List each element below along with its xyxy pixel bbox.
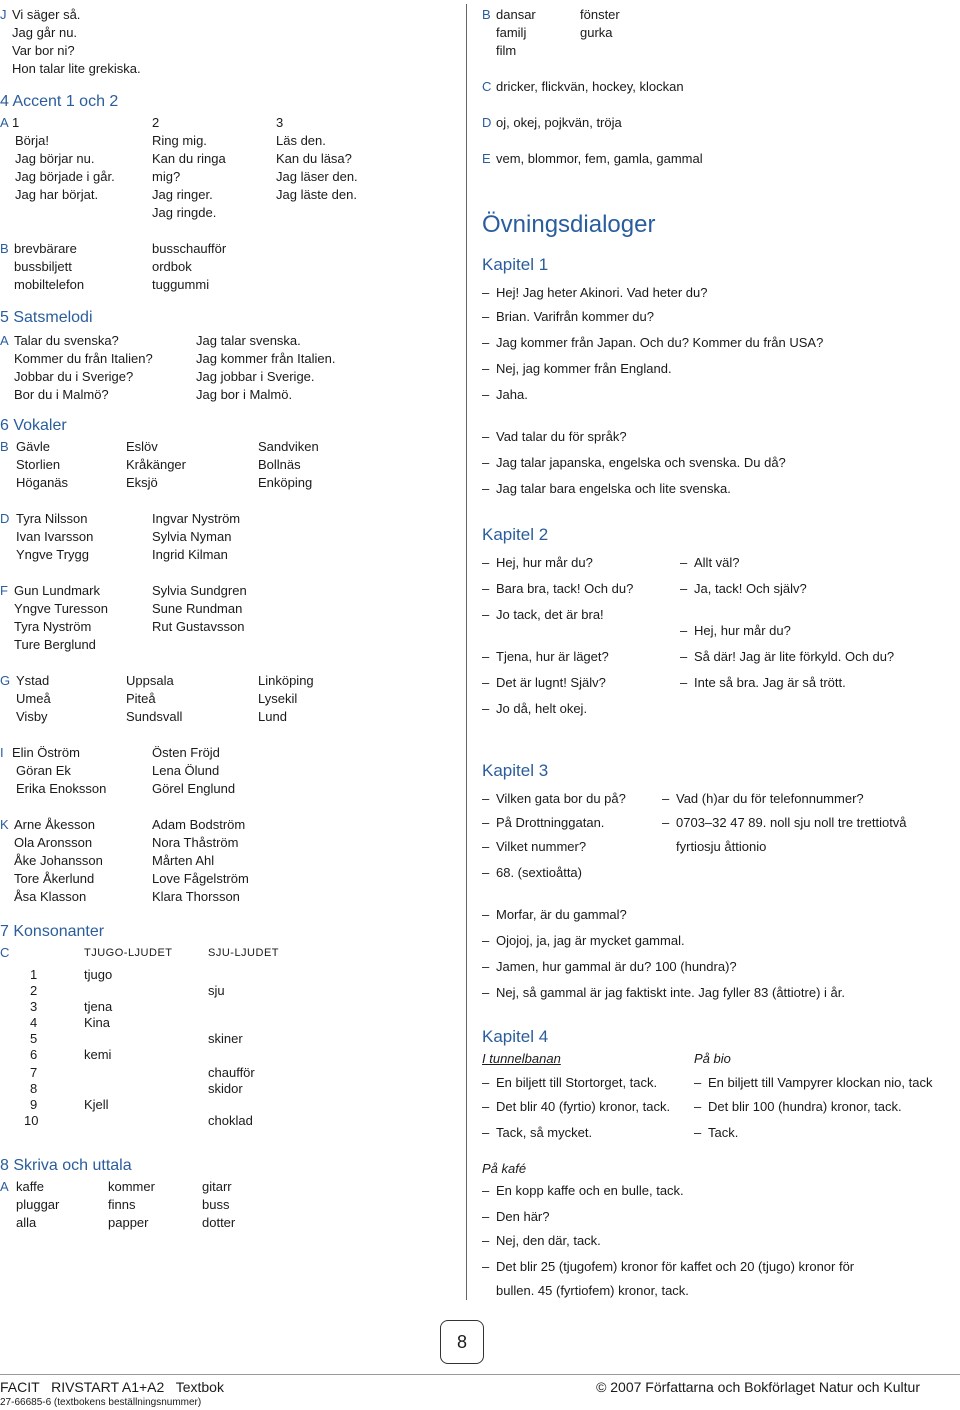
dialogue-dash: – <box>482 361 490 376</box>
dialogue-dash: – <box>694 1075 702 1090</box>
col-number: 3 <box>276 115 284 130</box>
dialogue-line: Vad talar du för språk? <box>496 429 627 444</box>
dialogue-line: Vad (h)ar du för telefonnummer? <box>676 791 864 806</box>
dialogue-dash: – <box>482 701 490 716</box>
satsmelodi-questions <box>14 332 153 404</box>
line: Åsa Klasson <box>14 889 87 904</box>
line: Tore Åkerlund <box>14 871 95 886</box>
dialogue-line: Jo tack, det är bra! <box>496 607 604 622</box>
line: Ring mig. <box>152 133 207 148</box>
row-number: 2 <box>30 983 38 998</box>
skriva-col-1 <box>16 1178 59 1232</box>
line: Sandviken <box>258 439 319 454</box>
tjugo-word: tjena <box>84 999 113 1014</box>
dialogue-line: Den här? <box>496 1209 550 1224</box>
column-divider <box>466 4 467 1300</box>
line: alla <box>16 1215 37 1230</box>
vokaler-b-col-2 <box>126 438 186 492</box>
chapter-title-1: Kapitel 1 <box>482 255 549 274</box>
dialogue-line: En biljett till Stortorget, tack. <box>496 1075 658 1090</box>
footer-left: FACIT RIVSTART A1+A2 Textbok <box>0 1379 224 1395</box>
line: Bor du i Malmö? <box>14 387 109 402</box>
subheading-bio: På bio <box>694 1051 731 1066</box>
line: Läs den. <box>276 133 326 148</box>
tjugo-word: kemi <box>84 1047 112 1062</box>
dialogue-dash: – <box>694 1125 702 1140</box>
line: Gävle <box>16 439 50 454</box>
chapter-title-4: Kapitel 4 <box>482 1027 549 1046</box>
dialogue-dash: – <box>482 1183 490 1198</box>
subheading-tunnelbanan: I tunnelbanan <box>482 1051 561 1066</box>
line: Kan du ringa <box>152 151 226 166</box>
line: Tyra Nilsson <box>16 511 88 526</box>
line: Jag ringer. <box>152 187 213 202</box>
accent-col-3 <box>276 114 358 204</box>
dialogue-line: Tjena, hur är läget? <box>496 649 609 664</box>
footer-rule <box>0 1374 960 1375</box>
dialogue-line: fyrtiosju åttionio <box>676 839 767 854</box>
line: kaffe <box>16 1179 44 1194</box>
sju-word: skidor <box>208 1081 243 1096</box>
dialogue-dash: – <box>680 649 688 664</box>
line: Jag har börjat. <box>15 187 99 202</box>
row-number: 9 <box>30 1097 38 1112</box>
exercise-letter-a: A <box>0 333 9 348</box>
dialogue-dash: – <box>694 1099 702 1114</box>
dialogue-line: Det blir 40 (fyrtio) kronor, tack. <box>496 1099 671 1114</box>
accent-b-col-2 <box>152 240 226 294</box>
line: Sylvia Sundgren <box>152 583 247 598</box>
vokaler-f-col-1 <box>14 582 108 654</box>
vokaler-g-col-2 <box>126 672 182 726</box>
line: Ingrid Kilman <box>152 547 228 562</box>
dialogue-dash: – <box>482 815 490 830</box>
dialogue-dash: – <box>482 791 490 806</box>
right-e-text: vem, blommor, fem, gamla, gammal <box>496 151 703 166</box>
dialogue-line: Hej, hur mår du? <box>496 555 593 570</box>
line: Östen Fröjd <box>152 745 220 760</box>
dialogue-dash: – <box>680 623 688 638</box>
vokaler-i-col-1 <box>12 744 106 798</box>
line: Jag läser den. <box>276 169 358 184</box>
line: Jag började i går. <box>15 169 115 184</box>
line: Åke Johansson <box>14 853 103 868</box>
line: Mårten Ahl <box>152 853 215 868</box>
dialogue-dash: – <box>482 1259 490 1274</box>
row-number: 3 <box>30 999 38 1014</box>
dialogue-line: Jamen, hur gammal är du? 100 (hundra)? <box>496 959 737 974</box>
line: fönster <box>580 7 620 22</box>
dialogue-line: Jo då, helt okej. <box>496 701 588 716</box>
line: Göran Ek <box>16 763 71 778</box>
skriva-col-3 <box>202 1178 235 1232</box>
dialogue-dash: – <box>482 1209 490 1224</box>
line: Sylvia Nyman <box>152 529 232 544</box>
dialogue-dash: – <box>482 649 490 664</box>
dialogue-line: Allt väl? <box>694 555 740 570</box>
footer-isbn: 27-66685-6 (textbokens beställningsnummer) <box>0 1397 202 1408</box>
dialogue-line: Morfar, är du gammal? <box>496 907 627 922</box>
line: buss <box>202 1197 230 1212</box>
line: Kommer du från Italien? <box>14 351 153 366</box>
line: Arne Åkesson <box>14 817 95 832</box>
page-title-ovningsdialoger: Övningsdialoger <box>482 211 656 238</box>
exercise-letter-c: C <box>482 79 492 94</box>
dialogue-dash: – <box>482 429 490 444</box>
line: Umeå <box>16 691 51 706</box>
dialogue-line: På Drottninggatan. <box>496 815 605 830</box>
line: Börja! <box>15 133 49 148</box>
line: Jag går nu. <box>12 25 78 40</box>
vokaler-b-col-3 <box>258 438 319 492</box>
dialogue-dash: – <box>482 959 490 974</box>
line: Bollnäs <box>258 457 301 472</box>
column-header-sju: SJU-LJUDET <box>208 947 280 959</box>
dialogue-line: Hej! Jag heter Akinori. Vad heter du? <box>496 285 708 300</box>
dialogue-line: Tack. <box>708 1125 739 1140</box>
line: kommer <box>108 1179 155 1194</box>
line: Vi säger så. <box>12 7 81 22</box>
line: Erika Enoksson <box>16 781 107 796</box>
line: Ola Aronsson <box>14 835 93 850</box>
dialogue-dash: – <box>482 1233 490 1248</box>
dialogue-dash: – <box>482 839 490 854</box>
dialogue-line: Nej, jag kommer från England. <box>496 361 672 376</box>
row-number: 1 <box>30 967 38 982</box>
line: Lund <box>258 709 287 724</box>
dialogue-line: 0703–32 47 89. noll sju noll tre trettiotvå <box>676 815 907 830</box>
line: Linköping <box>258 673 314 688</box>
tjugo-word: tjugo <box>84 967 113 982</box>
dialogue-dash: – <box>482 481 490 496</box>
row-number: 5 <box>30 1031 38 1046</box>
section-title-accent: 4 Accent 1 och 2 <box>0 93 119 110</box>
line: Jag jobbar i Sverige. <box>196 369 315 384</box>
line: dotter <box>202 1215 236 1230</box>
exercise-letter-g: G <box>0 673 11 688</box>
exercise-j-lines <box>12 6 312 78</box>
dialogue-dash: – <box>680 675 688 690</box>
line: Ingvar Nyström <box>152 511 241 526</box>
vokaler-i-col-2 <box>152 744 235 798</box>
line: Jag talar svenska. <box>196 333 301 348</box>
line: Kråkänger <box>126 457 186 472</box>
line: Love Fågelström <box>152 871 249 886</box>
sju-word: chaufför <box>208 1065 255 1080</box>
row-number: 4 <box>30 1015 38 1030</box>
chapter-title-3: Kapitel 3 <box>482 761 549 780</box>
line: Klara Thorsson <box>152 889 240 904</box>
right-b-col-2 <box>580 6 620 42</box>
line: Yngve Turesson <box>14 601 108 616</box>
line: Elin Öström <box>12 745 80 760</box>
exercise-letter-f: F <box>0 583 8 598</box>
vokaler-f-col-2 <box>152 582 247 636</box>
tjugo-word: Kina <box>84 1015 111 1030</box>
dialogue-dash: – <box>662 815 670 830</box>
dialogue-line: Vilket nummer? <box>496 839 587 854</box>
dialogue-dash: – <box>482 1125 490 1140</box>
dialogue-line: Ojojoj, ja, jag är mycket gammal. <box>496 933 685 948</box>
dialogue-dash: – <box>482 933 490 948</box>
section-title-vokaler: 6 Vokaler <box>0 417 67 434</box>
exercise-letter-j: J <box>0 7 7 22</box>
dialogue-dash: – <box>482 555 490 570</box>
chapter-title-2: Kapitel 2 <box>482 525 549 544</box>
dialogue-line: Inte så bra. Jag är så trött. <box>694 675 846 690</box>
line: finns <box>108 1197 136 1212</box>
dialogue-dash: – <box>482 455 490 470</box>
dialogue-line: Ja, tack! Och själv? <box>694 581 807 596</box>
section-title-satsmelodi: 5 Satsmelodi <box>0 309 93 326</box>
accent-col-1 <box>12 114 115 204</box>
line: Eksjö <box>126 475 158 490</box>
line: mobiltelefon <box>14 277 85 292</box>
dialogue-line: Jaha. <box>496 387 528 402</box>
line: Lysekil <box>258 691 298 706</box>
dialogue-dash: – <box>482 865 490 880</box>
dialogue-line: Det är lugnt! Själv? <box>496 675 606 690</box>
row-number: 6 <box>30 1047 38 1062</box>
line: Enköping <box>258 475 313 490</box>
dialogue-dash: – <box>680 555 688 570</box>
dialogue-line: 68. (sextioåtta) <box>496 865 582 880</box>
vokaler-d-col-1 <box>16 510 93 564</box>
line: Eslöv <box>126 439 158 454</box>
satsmelodi-answers <box>196 332 335 404</box>
dialogue-dash: – <box>482 285 490 300</box>
dialogue-dash: – <box>482 607 490 622</box>
line: Lena Ölund <box>152 763 220 778</box>
dialogue-dash: – <box>482 335 490 350</box>
line: Piteå <box>126 691 156 706</box>
line: film <box>496 43 517 58</box>
exercise-letter-a: A <box>0 1179 9 1194</box>
dialogue-line: Det blir 25 (tjugofem) kronor för kaffet och 20 (tjugo) kronor för <box>496 1259 855 1274</box>
line: Adam Bodström <box>152 817 246 832</box>
line: familj <box>496 25 527 40</box>
dialogue-dash: – <box>680 581 688 596</box>
line: Jag bor i Malmö. <box>196 387 293 402</box>
line: Görel Englund <box>152 781 236 796</box>
dialogue-line: Så där! Jag är lite förkyld. Och du? <box>694 649 895 664</box>
right-d-text: oj, okej, pojkvän, tröja <box>496 115 622 130</box>
skriva-col-2 <box>108 1178 155 1232</box>
exercise-letter-k: K <box>0 817 9 832</box>
section-title-skriva: 8 Skriva och uttala <box>0 1157 132 1174</box>
exercise-letter-b: B <box>482 7 491 22</box>
dialogue-dash: – <box>482 1075 490 1090</box>
dialogue-line: Nej, så gammal är jag faktiskt inte. Jag fyller 83 (åttiotre) i år. <box>496 985 845 1000</box>
exercise-letter-d: D <box>0 511 10 526</box>
dialogue-dash: – <box>482 907 490 922</box>
dialogue-line: bullen. 45 (fyrtiofem) kronor, tack. <box>496 1283 689 1298</box>
subheading-kafe: På kafé <box>482 1161 527 1176</box>
vokaler-k-col-1 <box>14 816 103 906</box>
dialogue-dash: – <box>482 309 490 324</box>
line: Höganäs <box>16 475 69 490</box>
line: Gun Lundmark <box>14 583 100 598</box>
dialogue-line: Nej, den där, tack. <box>496 1233 601 1248</box>
line: Tyra Nyström <box>14 619 92 634</box>
dialogue-line: En kopp kaffe och en bulle, tack. <box>496 1183 684 1198</box>
line: gitarr <box>202 1179 232 1194</box>
accent-col-2 <box>152 114 226 222</box>
vokaler-d-col-2 <box>152 510 240 564</box>
dialogue-line: Vilken gata bor du på? <box>496 791 626 806</box>
column-header-tjugo: TJUGO-LJUDET <box>84 947 173 959</box>
dialogue-dash: – <box>482 675 490 690</box>
line: Storlien <box>16 457 61 472</box>
line: Ivan Ivarsson <box>16 529 94 544</box>
line: pluggar <box>16 1197 60 1212</box>
line: Nora Thåström <box>152 835 239 850</box>
dialogue-dash: – <box>482 581 490 596</box>
line: Jag läste den. <box>276 187 357 202</box>
line: busschaufför <box>152 241 227 256</box>
exercise-letter-d: D <box>482 115 492 130</box>
line: mig? <box>152 169 181 184</box>
line: bussbiljett <box>14 259 72 274</box>
dialogue-dash: – <box>482 985 490 1000</box>
row-number: 7 <box>30 1065 38 1080</box>
right-c-text: dricker, flickvän, hockey, klockan <box>496 79 684 94</box>
exercise-letter-b: B <box>0 241 9 256</box>
line: Jobbar du i Sverige? <box>14 369 134 384</box>
row-number: 10 <box>24 1113 39 1128</box>
sju-word: skiner <box>208 1031 243 1046</box>
line: Sundsvall <box>126 709 183 724</box>
col-number: 1 <box>12 115 20 130</box>
dialogue-dash: – <box>662 791 670 806</box>
page-number: 8 <box>440 1320 484 1364</box>
dialogue-dash: – <box>482 1099 490 1114</box>
line: Jag ringde. <box>152 205 217 220</box>
dialogue-line: Jag kommer från Japan. Och du? Kommer du från USA? <box>496 335 824 350</box>
sju-word: choklad <box>208 1113 253 1128</box>
line: brevbärare <box>14 241 77 256</box>
line: gurka <box>580 25 613 40</box>
line: papper <box>108 1215 149 1230</box>
line: Var bor ni? <box>12 43 75 58</box>
line: Visby <box>16 709 48 724</box>
footer-right: © 2007 Författarna och Bokförlaget Natur och Kultur <box>596 1379 920 1395</box>
line: tuggummi <box>152 277 210 292</box>
vokaler-g-col-1 <box>16 672 51 726</box>
exercise-letter-e: E <box>482 151 491 166</box>
line: Jag kommer från Italien. <box>196 351 336 366</box>
line: Ystad <box>16 673 50 688</box>
dialogue-line: Hej, hur mår du? <box>694 623 791 638</box>
dialogue-line: Tack, så mycket. <box>496 1125 593 1140</box>
dialogue-line: Brian. Varifrån kommer du? <box>496 309 654 324</box>
exercise-letter-i: I <box>0 745 4 760</box>
dialogue-line: Bara bra, tack! Och du? <box>496 581 634 596</box>
dialogue-line: Jag talar japanska, engelska och svenska. Du då? <box>496 455 786 470</box>
dialogue-dash: – <box>482 387 490 402</box>
vokaler-k-col-2 <box>152 816 249 906</box>
line: Yngve Trygg <box>16 547 89 562</box>
vokaler-g-col-3 <box>258 672 314 726</box>
line: Sune Rundman <box>152 601 243 616</box>
tjugo-word: Kjell <box>84 1097 109 1112</box>
dialogue-line: Jag talar bara engelska och lite svenska. <box>496 481 731 496</box>
col-number: 2 <box>152 115 160 130</box>
line: Talar du svenska? <box>14 333 119 348</box>
vokaler-b-col-1 <box>16 438 68 492</box>
exercise-letter-a: A <box>0 115 9 130</box>
line: Jag börjar nu. <box>15 151 95 166</box>
right-b-col-1 <box>496 6 536 60</box>
exercise-letter-c: C <box>0 945 10 960</box>
exercise-letter-b: B <box>0 439 9 454</box>
dialogue-line: Det blir 100 (hundra) kronor, tack. <box>708 1099 902 1114</box>
line: dansar <box>496 7 536 22</box>
line: Kan du läsa? <box>276 151 352 166</box>
line: Ture Berglund <box>14 637 96 652</box>
accent-b-col-1 <box>14 240 84 294</box>
line: ordbok <box>152 259 192 274</box>
row-number: 8 <box>30 1081 38 1096</box>
line: Rut Gustavsson <box>152 619 245 634</box>
line: Hon talar lite grekiska. <box>12 61 141 76</box>
section-title-konsonanter: 7 Konsonanter <box>0 923 105 940</box>
dialogue-line: En biljett till Vampyrer klockan nio, tack <box>708 1075 933 1090</box>
sju-word: sju <box>208 983 225 998</box>
line: Uppsala <box>126 673 174 688</box>
